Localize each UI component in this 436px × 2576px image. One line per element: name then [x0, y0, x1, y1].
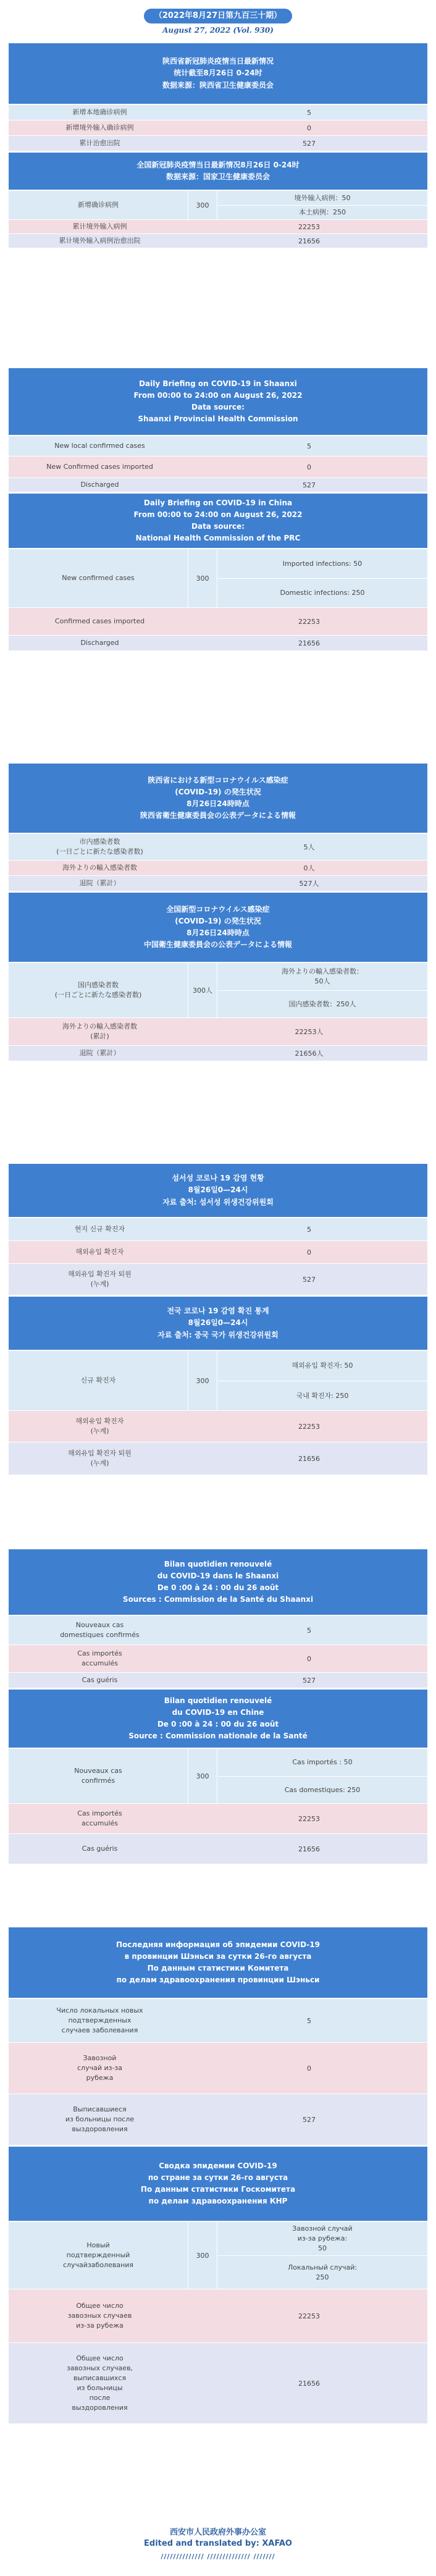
ja-shaanxi-title	[9, 764, 427, 833]
new-cases-total: 300	[188, 191, 217, 219]
new-cases-breakdown: Cas importés : 50	[292, 1758, 353, 1767]
row-label: Общее число завозных случаев из-за рубежа	[67, 2302, 132, 2330]
row-label: 海外よりの輸入感染者数 (累計)	[62, 1022, 137, 1040]
zh-shaanxi-row	[9, 105, 427, 120]
row-label: Discharged	[80, 639, 119, 647]
row-label: 海外よりの輸入感染者数	[62, 864, 137, 872]
row-value: 0	[307, 124, 311, 132]
row-label: Cas importés accumulés	[77, 1649, 122, 1667]
en-china-title	[9, 494, 427, 548]
new-cases-breakdown: 海外よりの輸入感染者数： 50人	[282, 967, 363, 985]
row-label: Cas guéris	[82, 1676, 118, 1685]
row-label: 累计治愈出院	[79, 139, 120, 148]
row-label: Confirmed cases imported	[54, 617, 145, 626]
new-cases-breakdown: 국내 확진자: 250	[217, 1381, 427, 1410]
new-cases-breakdown: Imported infections: 50	[282, 559, 363, 568]
section-title-line: De 0 :00 à 24 : 00 du 26 août	[157, 1720, 279, 1728]
row-label: Discharged	[80, 481, 119, 489]
en-china-row	[9, 636, 427, 650]
new-cases-label: New confirmed cases	[62, 574, 135, 583]
ru-shaanxi-row	[9, 2043, 427, 2094]
section-title-line: (COVID-19) の発生状況	[175, 916, 261, 925]
section-title-line: 全国新型コロナウイルス感染症	[166, 904, 270, 914]
row-value: 527	[303, 1676, 316, 1685]
row-value: 5	[307, 442, 311, 450]
ru-china-new-cases	[9, 2222, 427, 2289]
section-title-line: National Health Commission of the PRC	[135, 534, 301, 543]
section-title-line: du COVID-19 dans le Shaanxi	[157, 1571, 279, 1580]
new-cases-breakdown: Локальный случай: 250	[217, 2255, 427, 2289]
issue-date: August 27, 2022 (Vol. 930)	[162, 26, 274, 35]
en-shaanxi-row	[9, 478, 427, 492]
section-title-line: 数据来源：国家卫生健康委员会	[166, 172, 270, 181]
section-title-line: Data source:	[191, 522, 245, 531]
fr-china-row	[9, 1834, 427, 1864]
row-label: 市内感染者数 (一日ごとに新たな感染者数)	[56, 838, 143, 856]
row-label: Общее число завозных случаев, выписавшихся из больницы после выздоровления	[66, 2354, 133, 2412]
ja-shaanxi-row	[9, 876, 427, 891]
section-title-line: Daily Briefing on COVID-19 in China	[143, 498, 293, 507]
new-cases-label: Nouveaux cas confirmés	[74, 1767, 122, 1785]
row-value: 22253	[298, 1814, 320, 1823]
section-title-line: 陕西省新冠肺炎疫情当日最新情况	[162, 57, 274, 66]
section-title-line: По данным статистики Госкомитета	[140, 2185, 296, 2194]
section-title-line: в провинции Шэньси за сутки 26-го августа	[124, 1951, 312, 1961]
section-title-line: 자료 출처: 중국 국가 위생건강위원회	[157, 1330, 279, 1339]
row-value: 5	[307, 1626, 311, 1635]
section-title-line: Bilan quotidien renouvelé	[164, 1559, 272, 1568]
new-cases-total: 300	[188, 2222, 217, 2289]
footer-office: 西安市人民政府外事办公室	[169, 2528, 266, 2537]
en-china-new-cases	[9, 549, 427, 607]
row-value: 527人	[299, 880, 319, 888]
new-cases-label: 国内感染者数 (一日ごとに新たな感染者数)	[54, 981, 142, 999]
ja-shaanxi-row	[9, 861, 427, 875]
new-cases-breakdown: Domestic infections: 250	[217, 578, 427, 607]
section-title-line: 全国新冠肺炎疫情当日最新情况8月26日 0-24时	[136, 160, 300, 169]
ko-shaanxi-row	[9, 1241, 427, 1263]
section-title-line: по стране за сутки 26-го августа	[148, 2173, 288, 2182]
footer-editor-credit: Edited and translated by: XAFAO	[144, 2539, 292, 2548]
section-title-line: 陝西省衛生健康委員会の公表データによる情報	[140, 811, 296, 820]
row-value: 0	[307, 1654, 311, 1663]
row-value: 5	[307, 108, 311, 117]
row-label: 해외유입 확진자 퇴원 (누계)	[68, 1270, 132, 1288]
section-title-line: Bilan quotidien renouvelé	[164, 1696, 272, 1705]
row-value: 21656	[298, 237, 320, 245]
row-label: New Confirmed cases imported	[46, 463, 153, 471]
row-value: 527	[303, 139, 316, 148]
section-title-line: From 00:00 to 24:00 on August 26, 2022	[133, 510, 303, 519]
issue-tag: （2022年8月27日第九百三十期）	[144, 9, 292, 23]
section-title-line: 数据来源：陕西省卫生健康委员会	[162, 80, 274, 90]
row-label: New local confirmed cases	[54, 442, 145, 450]
new-cases-breakdown: 本土病例：250	[217, 205, 427, 219]
section-title-line: 섬서성 코로나 19 감염 현황	[172, 1174, 264, 1183]
row-value: 0	[307, 1248, 311, 1256]
en-shaanxi-row	[9, 436, 427, 456]
row-value: 0	[307, 463, 311, 471]
section-title-line: Source : Commission nationale de la Santé	[128, 1732, 308, 1741]
section-title-line: From 00:00 to 24:00 on August 26, 2022	[133, 390, 303, 400]
row-label: 新增本地确诊病例	[72, 108, 127, 117]
row-value: 21656	[298, 1454, 320, 1463]
new-cases-breakdown: Cas domestiques: 250	[217, 1776, 427, 1803]
section-title-line: 陝西省における新型コロナウイルス感染症	[148, 775, 288, 785]
ja-china-row	[9, 1018, 427, 1045]
row-label: 新增境外输入确诊病例	[65, 124, 134, 132]
ko-shaanxi-row	[9, 1264, 427, 1295]
row-value: 22253	[298, 2312, 320, 2320]
row-value: 527	[303, 2115, 316, 2124]
ja-china-row	[9, 1046, 427, 1061]
row-label: Nouveaux cas domestiques confirmés	[60, 1621, 140, 1639]
fr-china-title	[9, 1690, 427, 1748]
row-value: 21656	[298, 2379, 320, 2388]
ko-china-title	[9, 1297, 427, 1350]
footer-decoration: ////////////// ////////////// ///////	[161, 2553, 275, 2561]
row-label: Число локальных новых подтвержденных случаев заболевания	[56, 2006, 143, 2034]
row-label: 해외유입 확진자 (누계)	[75, 1417, 124, 1435]
section-title-line: 8月26日24時時点	[187, 928, 249, 937]
fr-shaanxi-row	[9, 1673, 427, 1688]
ko-shaanxi-row	[9, 1218, 427, 1240]
ru-china-row	[9, 2343, 427, 2423]
zh-china-new-cases	[9, 191, 427, 219]
row-label: 해외유입 확진자 퇴원 (누계)	[68, 1449, 132, 1467]
row-value: 527	[303, 1275, 316, 1284]
en-shaanxi-title	[9, 368, 427, 435]
zh-china-row	[9, 220, 427, 234]
ko-china-row	[9, 1442, 427, 1475]
ru-china-row	[9, 2289, 427, 2342]
ru-shaanxi-row	[9, 2094, 427, 2145]
section-title-line: Data source:	[191, 403, 245, 411]
section-title-line: Daily Briefing on COVID-19 in Shaanxi	[139, 379, 297, 388]
fr-shaanxi-row	[9, 1645, 427, 1672]
row-value: 5人	[303, 843, 315, 851]
new-cases-total: 300人	[188, 963, 217, 1017]
ko-china-row	[9, 1411, 427, 1442]
en-china-row	[9, 608, 427, 635]
fr-china-new-cases	[9, 1749, 427, 1803]
new-cases-breakdown: 国内感染者数：250人	[217, 990, 427, 1017]
zh-shaanxi-row	[9, 136, 427, 151]
section-title-line: 8월26일0—24시	[188, 1318, 248, 1328]
ja-china-new-cases	[9, 963, 427, 1017]
section-title-line: Shaanxi Provincial Health Commission	[138, 415, 298, 424]
row-label: Cas guéris	[82, 1845, 118, 1853]
row-value: 22253	[298, 617, 320, 626]
section-title-line: По данным статистики Комитета	[147, 1964, 289, 1972]
zh-china-title	[9, 153, 427, 190]
zh-shaanxi-title	[9, 43, 427, 104]
ja-china-title	[9, 893, 427, 962]
row-label: Cas importés accumulés	[77, 1809, 122, 1827]
new-cases-total: 300	[188, 549, 217, 607]
row-value: 5	[307, 1225, 311, 1234]
section-title-line: (COVID-19) の発生状況	[175, 787, 261, 796]
section-title-line: Sources : Commission de la Santé du Shaanxi	[122, 1595, 314, 1604]
row-value: 21656	[298, 1845, 320, 1853]
section-title-line: по делам здравоохранения провинции Шэньси	[116, 1976, 320, 1985]
section-title-line: 8月26日24時時点	[187, 799, 249, 808]
row-label: 해외유입 확진자	[75, 1248, 124, 1256]
fr-china-row	[9, 1804, 427, 1833]
row-value: 21656	[298, 639, 320, 647]
new-cases-label: 신규 확진자	[80, 1376, 116, 1385]
ja-shaanxi-row	[9, 834, 427, 860]
ru-shaanxi-row	[9, 1999, 427, 2042]
row-value: 22253人	[295, 1028, 324, 1036]
new-cases-breakdown: 境外输入病例：50	[294, 193, 351, 202]
section-title-line: 中国衛生健康委員会の公表データによる情報	[143, 940, 292, 949]
section-title-line: 전국 코로나 19 감염 확진 통계	[167, 1307, 269, 1316]
fr-shaanxi-row	[9, 1616, 427, 1644]
new-cases-breakdown: 해외유입 확진자: 50	[291, 1362, 353, 1370]
section-title-line: De 0 :00 à 24 : 00 du 26 août	[157, 1583, 279, 1592]
section-title-line: du COVID-19 en Chine	[172, 1707, 264, 1717]
section-title-line: 자료 출처: 섬서성 위생건강위원회	[162, 1197, 274, 1206]
section-title-line: по делам здравоохранения КНР	[148, 2197, 288, 2206]
row-value: 21656人	[295, 1050, 324, 1058]
fr-shaanxi-title	[9, 1549, 427, 1615]
row-value: 0	[307, 2064, 311, 2073]
row-value: 5	[307, 2016, 311, 2025]
section-title-line: Сводка эпидемии COVID-19	[159, 2161, 277, 2170]
ko-shaanxi-title	[9, 1164, 427, 1217]
row-label: 현지 신규 확진자	[74, 1225, 125, 1234]
ko-china-new-cases	[9, 1351, 427, 1410]
row-value: 0人	[303, 864, 315, 872]
new-cases-label: Новый подтвержденный случайзаболевания	[62, 2241, 134, 2269]
row-label: 累计境外输入病例治愈出院	[59, 237, 141, 245]
row-label: 退院（累計）	[79, 879, 120, 888]
section-title-line: Последняя информация об эпидемии COVID-19	[116, 1940, 320, 1949]
section-title-line: 8월26일0—24시	[188, 1185, 248, 1195]
new-cases-total: 300	[188, 1749, 217, 1803]
new-cases-breakdown: Завозной случай из-за рубежа: 50	[292, 2225, 353, 2252]
zh-china-row	[9, 234, 427, 248]
en-shaanxi-row	[9, 457, 427, 478]
row-label: Выписавшиеся из больницы после выздоровления	[65, 2105, 135, 2133]
row-value: 22253	[298, 1422, 320, 1431]
ru-shaanxi-title	[9, 1927, 427, 1998]
row-label: 退院（累計）	[79, 1049, 120, 1058]
ru-china-title	[9, 2147, 427, 2221]
row-label: Завозной случай из-за рубежа	[77, 2054, 123, 2082]
row-label: 累计境外输入病例	[72, 222, 127, 231]
section-title-line: 统计截至8月26日 0-24时	[174, 69, 262, 78]
row-value: 22253	[298, 222, 320, 231]
row-value: 527	[303, 481, 316, 489]
new-cases-label: 新增确诊病例	[78, 201, 119, 209]
new-cases-total: 300	[188, 1351, 217, 1410]
zh-shaanxi-row	[9, 120, 427, 135]
